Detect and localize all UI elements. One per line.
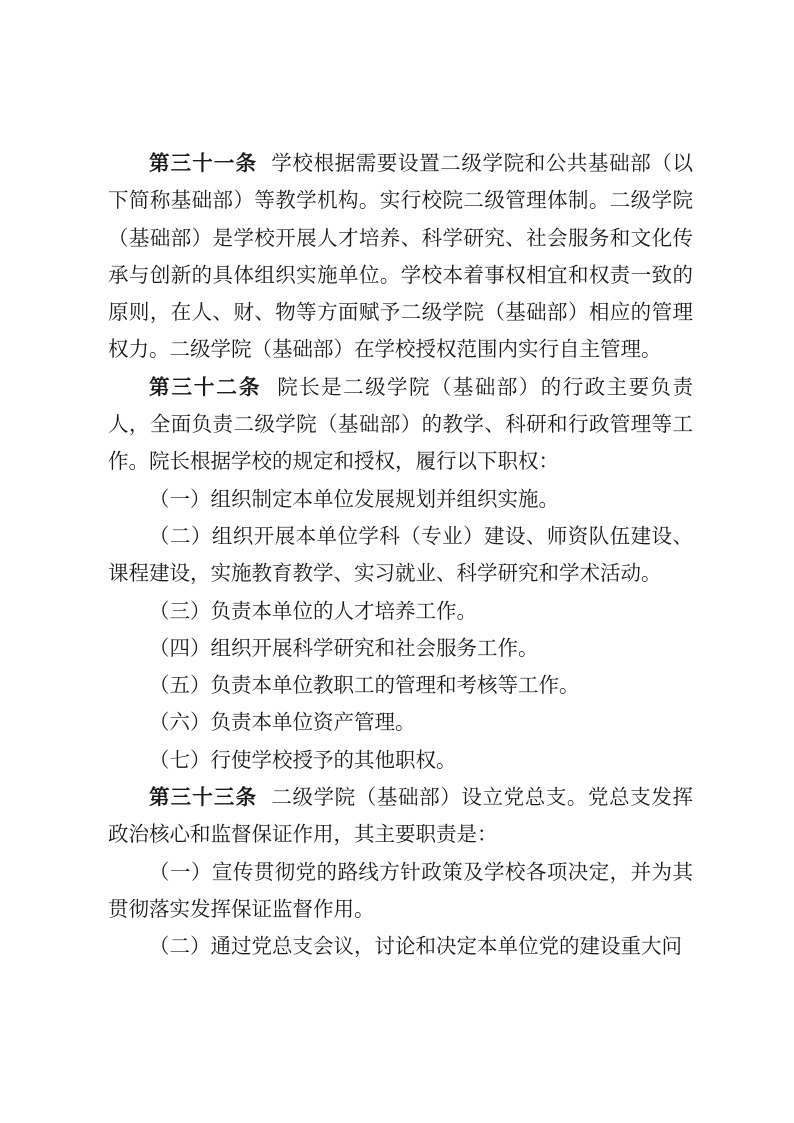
- article-31-text: 学校根据需要设置二级学院和公共基础部（以下简称基础部）等教学机构。实行校院二级管理体制。二级学院（基础部）是学校开展人才培养、科学研究、社会服务和文化传承与创新的具体组织实施单位。学校本着事权相宜和权责一致的原则，在人、财、物等方面赋予二级学院（基础部）相应的管理权力。二级学院（基础部）在学校授权范围内实行自主管理。: [108, 151, 694, 362]
- article-32: [108, 369, 693, 481]
- article-32-item-2: （二）组织开展本单位学科（专业）建设、师资队伍建设、课程建设，实施教育教学、实习就业、科学研究和学术活动。: [108, 523, 693, 586]
- article-31-number: 第三十一条: [149, 151, 258, 175]
- article-32-number: 第三十二条: [149, 374, 262, 399]
- article-33-item-2: （二）通过党总支会议，讨论和决定本单位党的建设重大问: [149, 934, 682, 959]
- article-33-number: 第三十三条: [149, 785, 258, 810]
- article-32-item-6: （六）负责本单位资产管理。: [149, 710, 416, 735]
- article-32-text: 院长是二级学院（基础部）的行政主要负责人，全面负责二级学院（基础部）的教学、科研和行政管理等工作。院长根据学校的规定和授权，履行以下职权：: [108, 374, 693, 474]
- article-32-item-4: （四）组织开展科学研究和社会服务工作。: [149, 635, 539, 660]
- article-32-item-1: （一）组织制定本单位发展规划并组织实施。: [149, 486, 559, 511]
- article-32-item-3: （三）负责本单位的人才培养工作。: [149, 598, 477, 623]
- article-33: [108, 779, 693, 854]
- article-31: [108, 145, 693, 369]
- article-32-item-5: （五）负责本单位教职工的管理和考核等工作。: [149, 673, 580, 698]
- document-body: [108, 145, 693, 966]
- article-33-text: 二级学院（基础部）设立党总支。党总支发挥政治核心和监督保证作用，其主要职责是：: [108, 785, 694, 847]
- article-33-item-1: （一）宣传贯彻党的路线方针政策及学校各项决定，并为其贯彻落实发挥保证监督作用。: [108, 859, 693, 921]
- article-32-item-7: （七）行使学校授予的其他职权。: [149, 747, 457, 772]
